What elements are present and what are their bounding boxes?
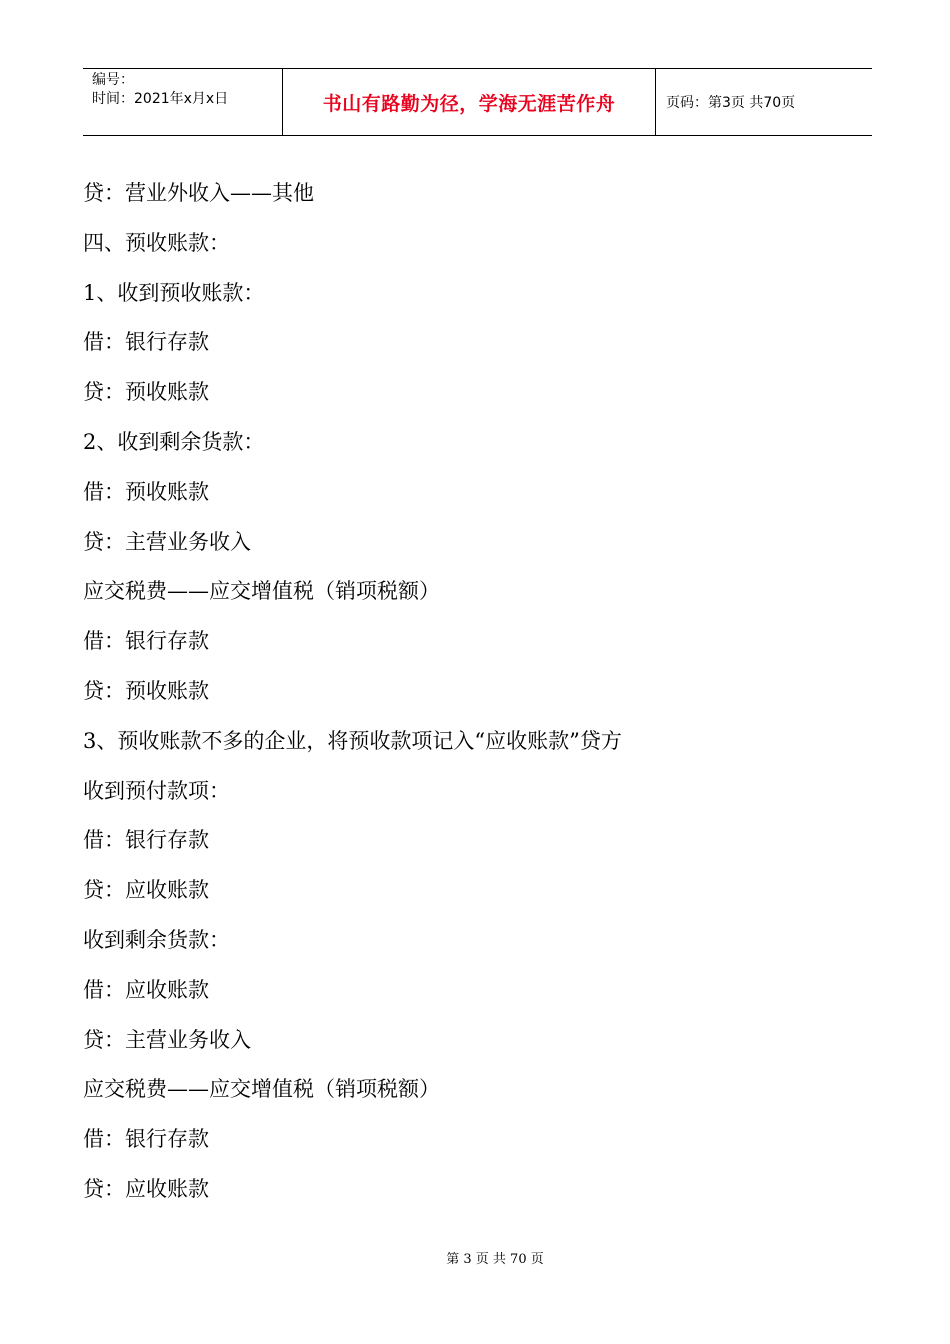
text-line: 贷：预收账款 [83,380,209,405]
text-line: 四、预收账款： [83,230,230,255]
text-line: 借：应收账款 [83,977,209,1002]
text-line: 2、收到剩余货款： [83,429,265,454]
text-line: 收到预付款项： [83,778,230,803]
document-number: 编号： [92,72,134,88]
text-line: 借：银行存款 [83,330,209,355]
page-footer: 第 3 页 共 70 页 [446,1252,544,1267]
header-motto: 书山有路勤为径，学海无涯苦作舟 [283,69,656,135]
text-line: 借：银行存款 [83,1127,209,1152]
page-header [83,68,872,136]
text-line: 应交税费——应交增值税（销项税额） [83,579,440,604]
text-line: 贷：应收账款 [83,1176,209,1201]
text-line: 应交税费——应交增值税（销项税额） [83,1077,440,1102]
text-line: 借：银行存款 [83,629,209,654]
text-line: 借：预收账款 [83,479,209,504]
text-line: 借：银行存款 [83,828,209,853]
text-line: 收到剩余货款： [83,927,230,952]
header-page-info: 页码：第3页 共70页 [666,95,796,111]
text-line: 贷：营业外收入——其他 [83,181,314,205]
text-line: 贷：应收账款 [83,878,209,903]
text-line: 3、预收账款不多的企业，将预收款项记入“应收账款”贷方 [83,728,622,753]
text-line: 贷：主营业务收入 [83,529,251,554]
text-line: 1、收到预收账款： [83,280,265,305]
document-time: 时间：2021年x月x日 [92,91,229,107]
text-line: 贷：主营业务收入 [83,1027,251,1052]
text-line: 贷：预收账款 [83,678,209,703]
document-body [83,176,863,1222]
header-meta [83,69,283,135]
